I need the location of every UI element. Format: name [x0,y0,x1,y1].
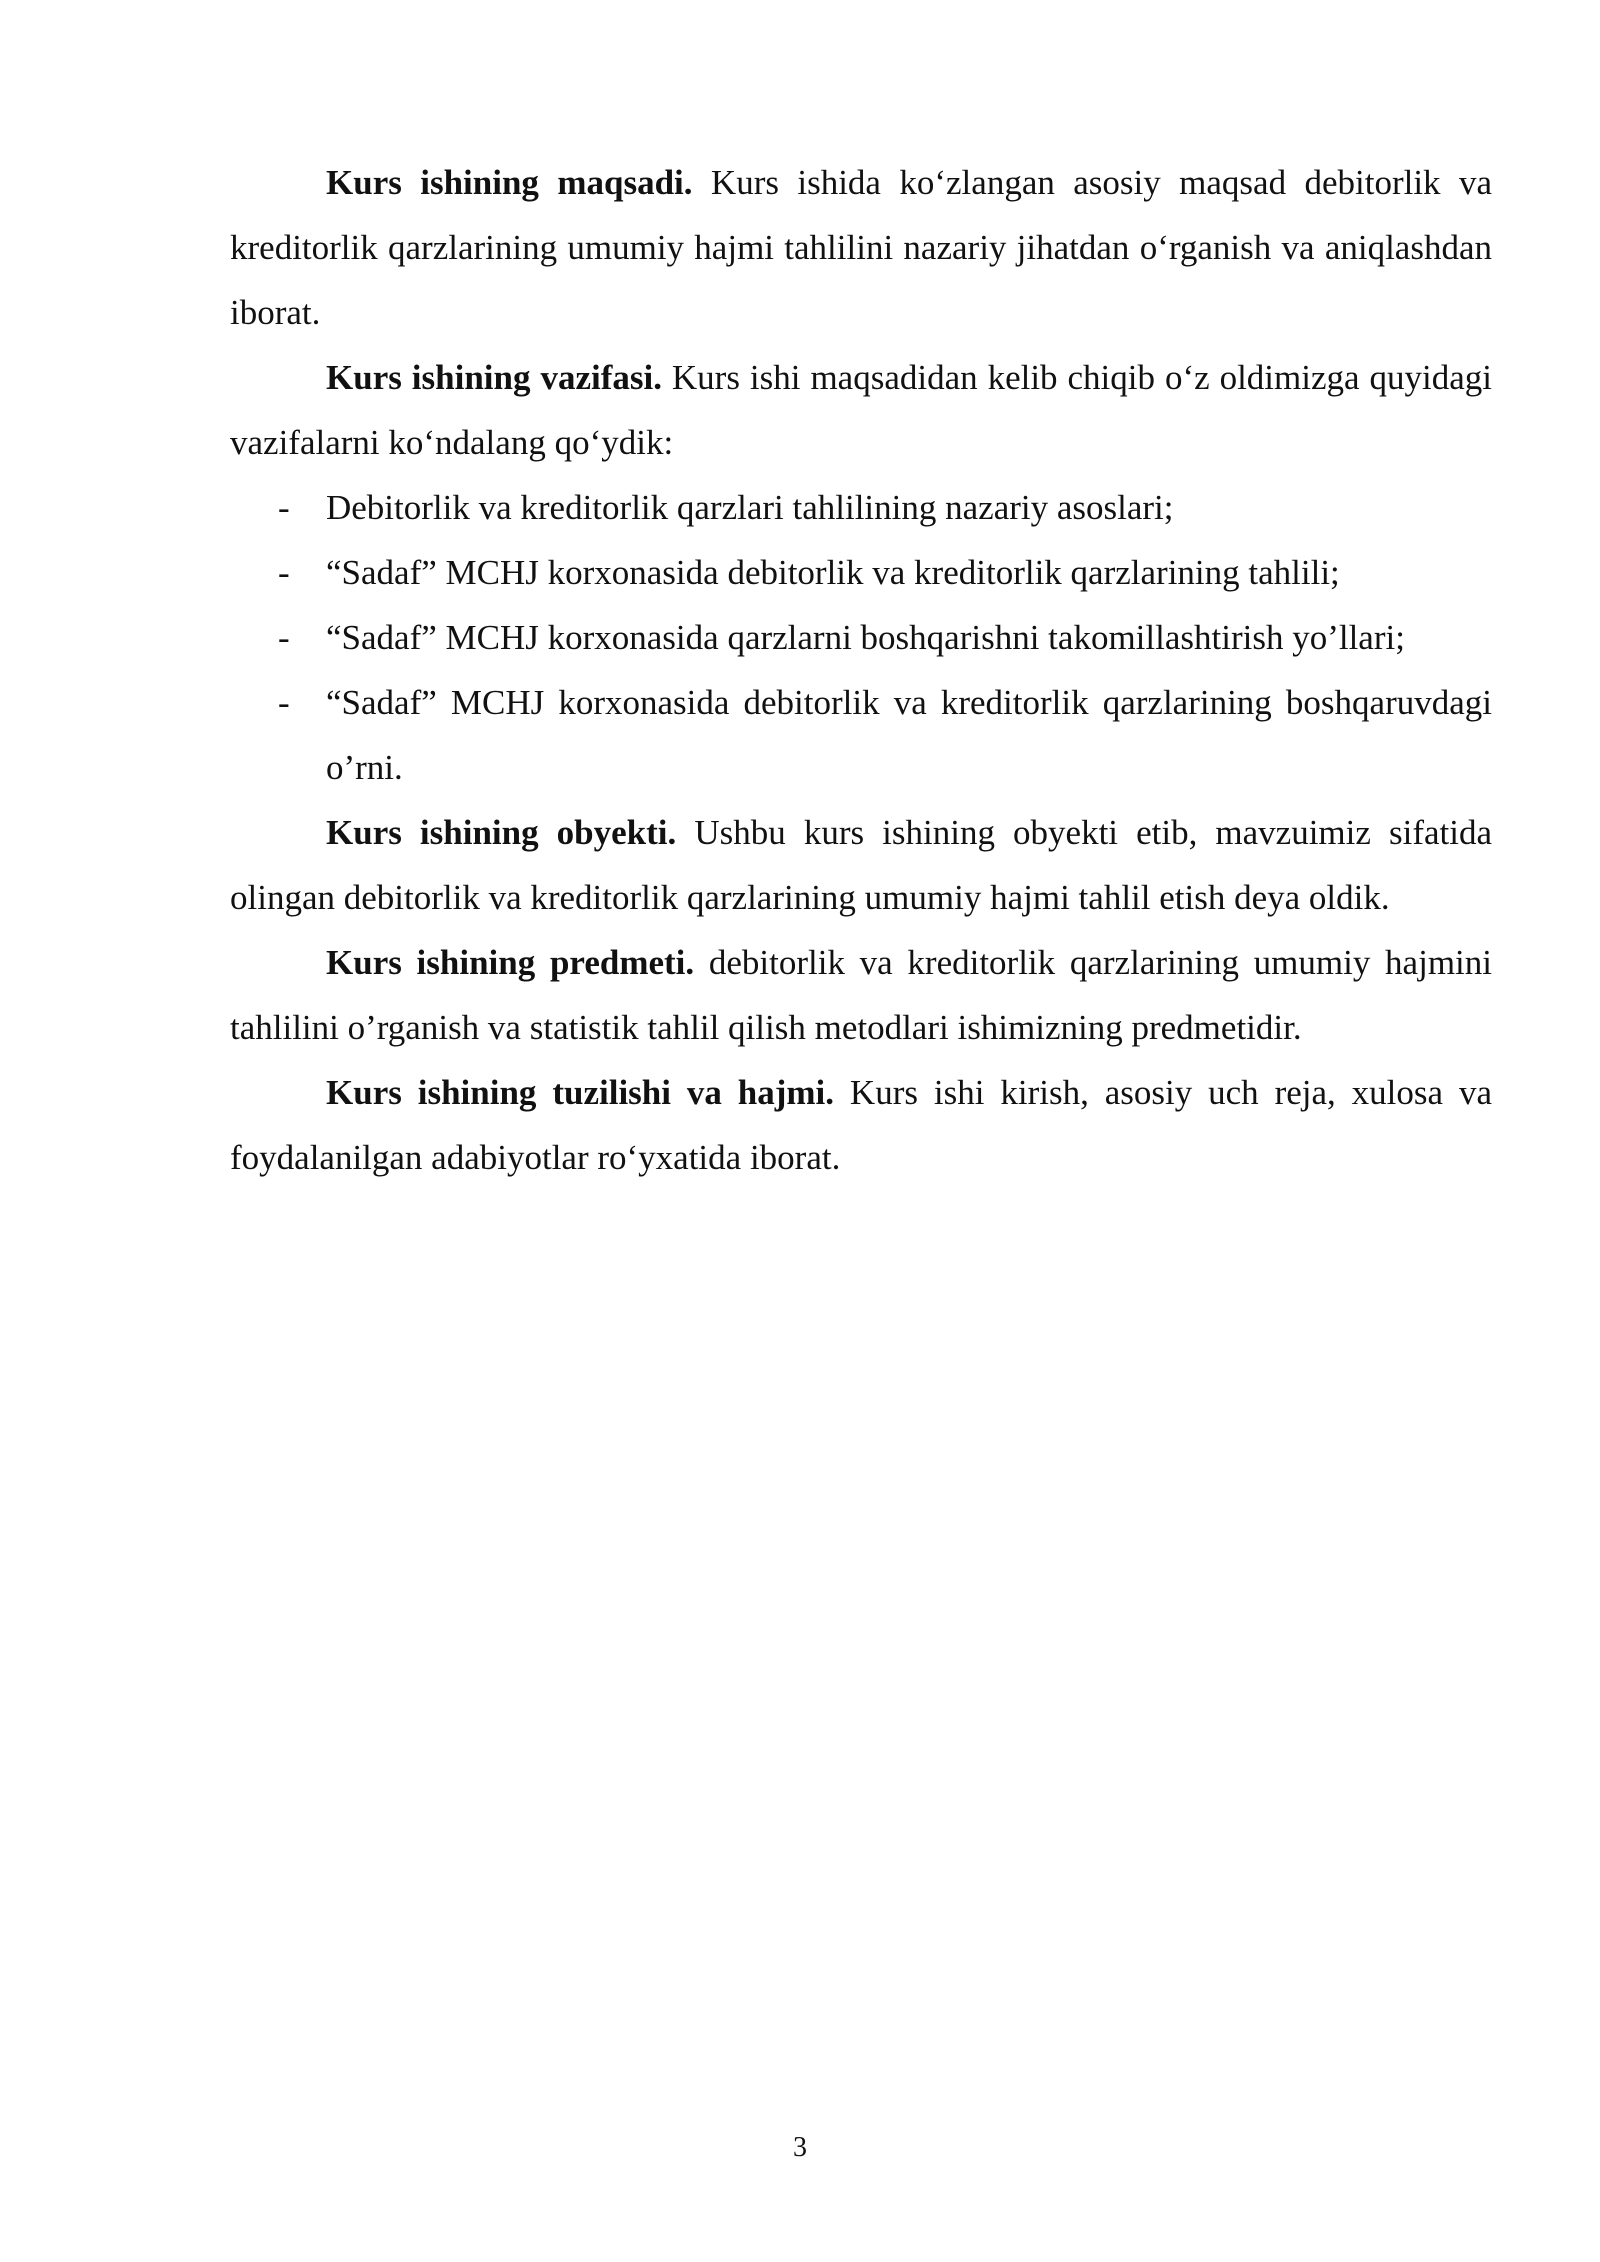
paragraph-subject-heading: Kurs ishining predmeti. [326,943,695,982]
tasks-list [230,475,1492,800]
paragraph-goal-heading: Kurs ishining maqsadi. [326,163,693,202]
paragraph-goal [230,150,1492,345]
list-item [230,670,1492,800]
page-body [230,150,1492,1190]
paragraph-structure-text: Kurs ishi kirish, asosiy uch reja, xulosa va foydalanilgan adabiyotlar ro‘yxatida iborat. [230,1073,1492,1177]
paragraph-tasks [230,345,1492,475]
list-item-text: “Sadaf” MCHJ korxonasida qarzlarni boshqarishni takomillashtirish yo’llari; [326,618,1405,657]
list-item-text: Debitorlik va kreditorlik qarzlari tahlilining nazariy asoslari; [326,488,1174,527]
paragraph-structure-heading: Kurs ishining tuzilishi va hajmi. [326,1073,835,1112]
paragraph-object-text: Ushbu kurs ishining obyekti etib, mavzuimiz sifatida olingan debitorlik va kreditorlik qarzlarining umumiy hajmi tahlil etish deya oldik. [230,813,1492,917]
paragraph-object-heading: Kurs ishining obyekti. [326,813,677,852]
list-item-text: “Sadaf” MCHJ korxonasida debitorlik va kreditorlik qarzlarining tahlili; [326,553,1340,592]
list-item-text: “Sadaf” MCHJ korxonasida debitorlik va kreditorlik qarzlarining boshqaruvdagi o’rni. [326,683,1492,787]
list-dash: - [278,618,290,657]
paragraph-structure [230,1060,1492,1190]
list-dash: - [278,553,290,592]
paragraph-tasks-text: Kurs ishi maqsadidan kelib chiqib o‘z oldimizga quyidagi vazifalarni ko‘ndalang qo‘ydik: [230,358,1492,462]
list-item [230,605,1492,670]
paragraph-subject [230,930,1492,1060]
list-item [230,475,1492,540]
list-item [230,540,1492,605]
paragraph-object [230,800,1492,930]
list-dash: - [278,488,290,527]
paragraph-subject-text: debitorlik va kreditorlik qarzlarining umumiy hajmini tahlilini o’rganish va statistik tahlil qilish metodlari ishimizning predmetidir. [230,943,1492,1047]
paragraph-goal-text: Kurs ishida ko‘zlangan asosiy maqsad debitorlik va kreditorlik qarzlarining umumiy hajmi tahlilini nazariy jihatdan o‘rganish va aniqlashdan iborat. [230,163,1492,332]
paragraph-tasks-heading: Kurs ishining vazifasi. [326,358,662,397]
page-number: 3 [793,2132,807,2163]
list-dash: - [278,683,290,722]
